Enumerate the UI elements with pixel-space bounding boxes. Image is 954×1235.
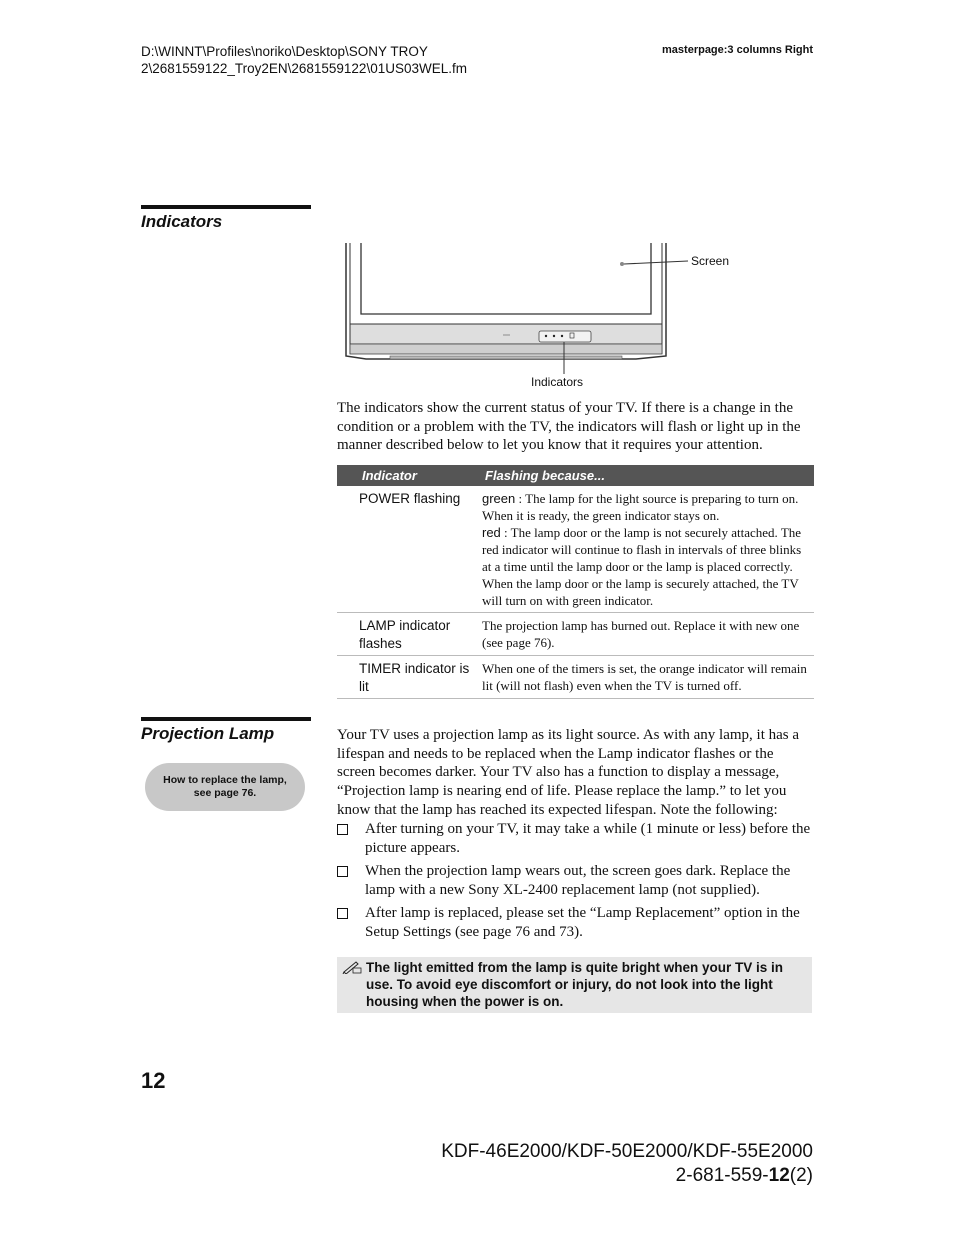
callout-indicators-label: Indicators <box>531 375 584 389</box>
part-number-bold: 12 <box>768 1165 790 1186</box>
lamp-heading: Projection Lamp <box>141 724 275 743</box>
list-item-text: When the projection lamp wears out, the screen goes dark. Replace the lamp with a new Sony XL-2400 replacement lamp (not supplied). <box>365 863 791 898</box>
pencil-note-icon <box>342 960 362 974</box>
indicators-heading-rule <box>141 205 311 209</box>
header-masterpage: masterpage:3 columns Right <box>662 44 813 56</box>
tv-screen <box>361 243 651 314</box>
list-item <box>337 820 815 857</box>
indicators-intro: The indicators show the current status of your TV. If there is a change in the condition or a problem with the TV, the indicators will flash or light up in the manner described below to let you know that it requires your attention. <box>337 400 801 454</box>
list-item <box>337 862 815 899</box>
header-path-line-1: D:\WINNT\Profiles\noriko\Desktop\SONY TROY <box>141 44 428 59</box>
green-description: : The lamp for the light source is preparing to turn on. When it is ready, the green indicator stays on. <box>482 491 799 523</box>
lamp-reference-text: How to replace the lamp, see page 76. <box>163 774 287 799</box>
indicator-table <box>337 465 814 699</box>
lamp-heading-rule <box>141 717 311 721</box>
red-description: : The lamp door or the lamp is not securely attached. The red indicator will continue to flash in intervals of three blinks at a time until the lamp door or the lamp is placed correctly. When the lamp door or the lamp is securely attached, the TV will turn on with green indicator. <box>482 525 802 608</box>
list-item-text: After turning on your TV, it may take a while (1 minute or less) before the picture appears. <box>365 821 811 856</box>
table-row <box>337 486 814 613</box>
model-numbers: KDF-46E2000/KDF-50E2000/KDF-55E2000 <box>441 1141 813 1162</box>
description-cell: The projection lamp has burned out. Replace it with new one (see page 76). <box>480 613 814 656</box>
table-header-row <box>337 465 814 486</box>
list-item-text: After lamp is replaced, please set the “Lamp Replacement” option in the Setup Settings (see page 76 and 73). <box>365 905 800 940</box>
caution-note <box>337 957 812 1013</box>
part-number <box>420 1165 813 1187</box>
table-header-flashing: Flashing because... <box>480 465 814 486</box>
table-row <box>337 656 814 699</box>
part-number-suffix: (2) <box>789 1165 813 1186</box>
table-header-indicator: Indicator <box>337 465 480 486</box>
page-number: 12 <box>141 1068 166 1093</box>
description-cell: When one of the timers is set, the orange indicator will remain lit (will not flash) even when the TV is turned off. <box>480 656 814 699</box>
indicator-cell: TIMER indicator is lit <box>337 656 480 699</box>
header-file-path <box>141 43 561 77</box>
checkbox-bullet-icon <box>337 824 348 835</box>
indicators-heading: Indicators <box>141 212 223 231</box>
checkbox-bullet-icon <box>337 908 348 919</box>
list-item <box>337 904 815 941</box>
part-number-prefix: 2-681-559- <box>675 1165 769 1186</box>
red-keyword: red <box>482 525 501 540</box>
indicator-cell: LAMP indicator flashes <box>337 613 480 656</box>
header-path-line-2: 2\2681559122_Troy2EN\2681559122\01US03WEL.fm <box>141 61 467 76</box>
table-row <box>337 613 814 656</box>
lamp-reference-note <box>145 763 305 811</box>
callout-screen-label: Screen <box>691 254 730 268</box>
indicator-cell: POWER flashing <box>337 486 480 613</box>
checkbox-bullet-icon <box>337 866 348 877</box>
lamp-intro: Your TV uses a projection lamp as its light source. As with any lamp, it has a lifespan and needs to be replaced when the Lamp indicator flashes or the screen becomes darker. Your TV also has a function to display a message, “Projection lamp is nearing end of life. Please replace the lamp.” to let you know that the lamp has reached its expected lifespan. Note the following: <box>337 727 800 818</box>
green-keyword: green <box>482 491 516 506</box>
description-cell <box>480 486 814 613</box>
caution-text: The light emitted from the lamp is quite bright when your TV is in use. To avoid eye discomfort or injury, do not look into the light housing when the power is on. <box>366 960 784 1010</box>
tv-lower-panel <box>350 324 662 344</box>
